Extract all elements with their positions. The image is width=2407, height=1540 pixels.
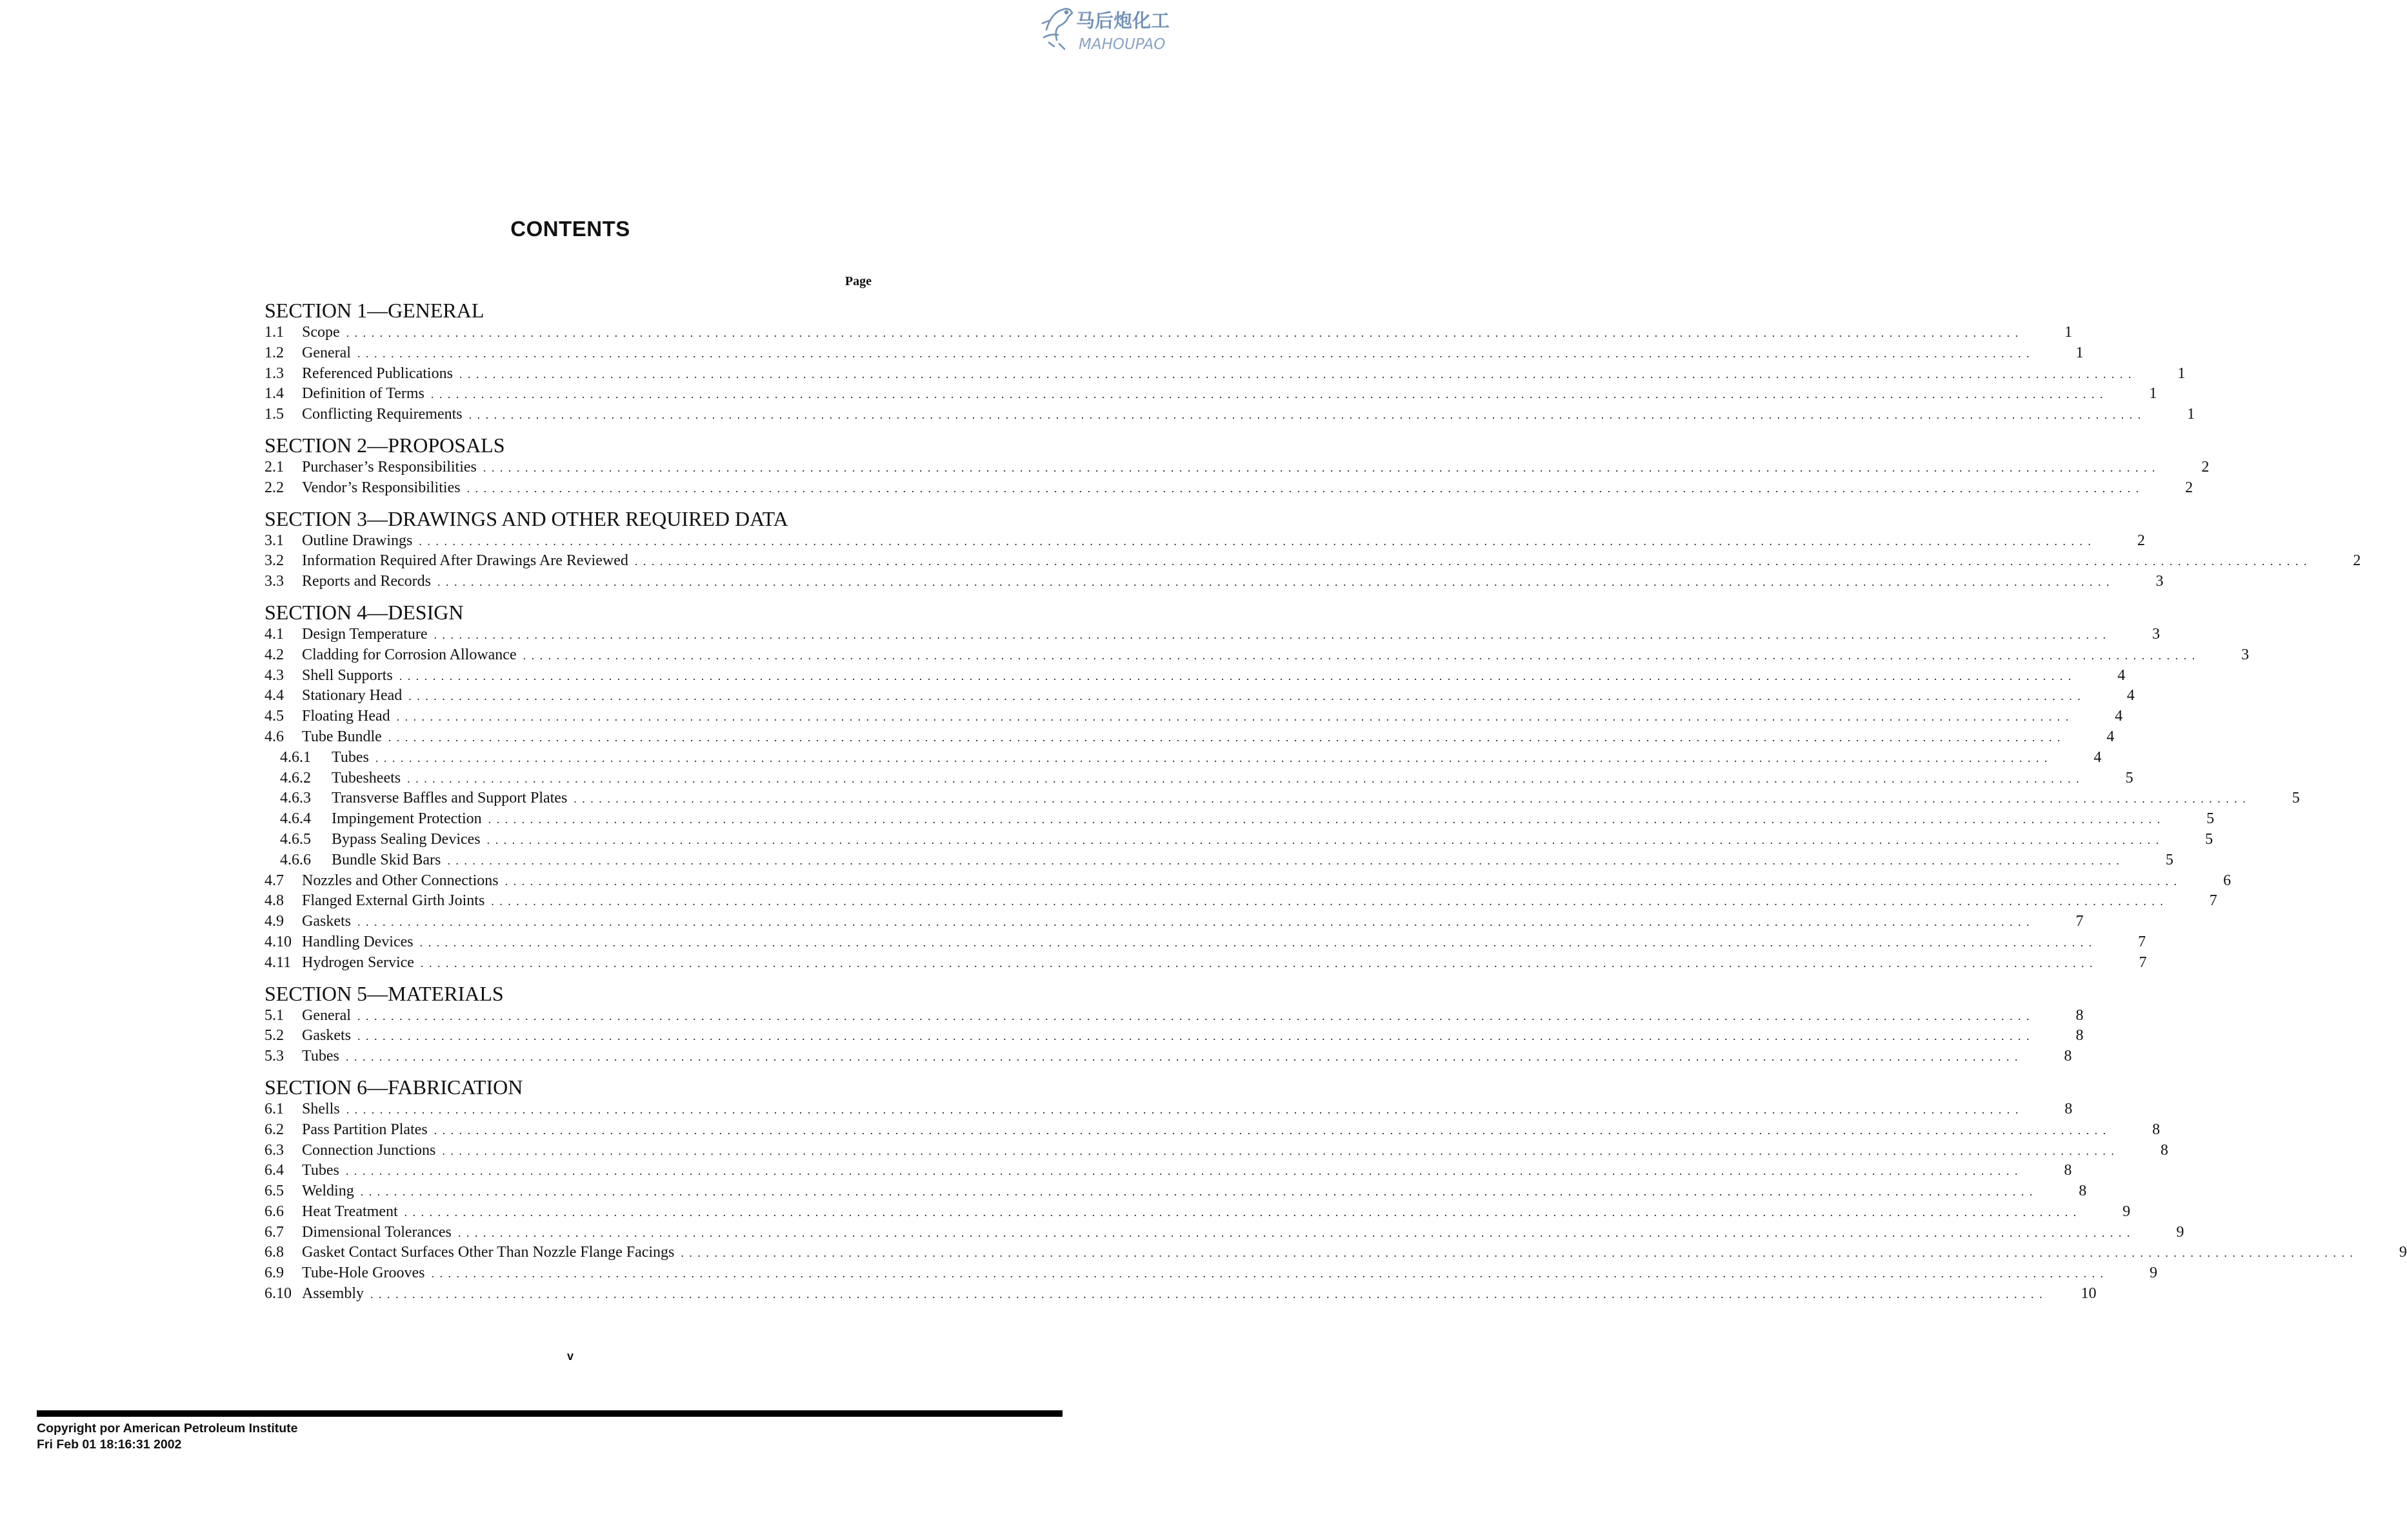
entry-number: 3.3 xyxy=(265,573,284,590)
toc-section xyxy=(265,600,2300,974)
dot-leader: . . . . . . . . . . . . . . . . . . . . . . . . . . . . . . . . . . . . . . . . . . . . . . . . . . . . . . . . . . . . . . . . . . . . . . . . . . . . . . . . . . . . . . . . . . . . . . . . . . . . . . . . . . . . . . . . . . . . . . . . . . . . . . . . . . . . . . . . . . . . . . . . . . . . . . . . . . . . . . . . . . . . . . . . . . . . . . . . . . . . . . . . . . . . . . . . . . . . . . . . xyxy=(681,1246,2354,1260)
entry-title: Stationary Head xyxy=(302,687,403,705)
entry-page: 8 xyxy=(2075,1027,2084,1045)
toc-entry[interactable] xyxy=(265,706,2123,727)
section-heading: SECTION 2—PROPOSALS xyxy=(265,433,505,457)
toc-section xyxy=(265,433,2210,499)
entry-page: 3 xyxy=(2152,625,2160,643)
entry-title: Bundle Skid Bars xyxy=(332,851,441,868)
entry-page: 5 xyxy=(2292,790,2300,807)
toc-entry[interactable] xyxy=(265,551,2361,572)
toc-entry[interactable] xyxy=(265,850,2173,871)
entry-number: 4.1 xyxy=(265,625,284,643)
toc-entry[interactable] xyxy=(265,323,2073,343)
entry-page: 4 xyxy=(2106,728,2115,745)
entry-number: 4.10 xyxy=(265,933,292,950)
toc-entry[interactable] xyxy=(265,405,2195,425)
dot-leader: . . . . . . . . . . . . . . . . . . . . . . . . . . . . . . . . . . . . . . . . . . . . . . . . . . . . . . . . . . . . . . . . . . . . . . . . . . . . . . . . . . . . . . . . . . . . . . . . . . . . . . . . . . . . . . . . . . . . . . . . . . . . . . . . . . . . . . . . . . . . . . . . . . . . . . . . . . . . . . . . . . . . . . . . . . . . . . . . . . . . . . . . . . . . . . . . . . . . . . . . xyxy=(346,1103,2020,1116)
entry-number: 2.2 xyxy=(265,479,284,496)
entry-title: Cladding for Corrosion Allowance xyxy=(302,646,517,663)
entry-page: 9 xyxy=(2176,1223,2184,1241)
toc-section xyxy=(265,506,2361,592)
entry-page: 1 xyxy=(2177,365,2186,382)
entry-number: 1.5 xyxy=(265,406,284,423)
entry-title: Bypass Sealing Devices xyxy=(332,830,481,848)
entry-number: 4.6.2 xyxy=(280,769,311,786)
dot-leader: . . . . . . . . . . . . . . . . . . . . . . . . . . . . . . . . . . . . . . . . . . . . . . . . . . . . . . . . . . . . . . . . . . . . . . . . . . . . . . . . . . . . . . . . . . . . . . . . . . . . . . . . . . . . . . . . . . . . . . . . . . . . . . . . . . . . . . . . . . . . . . . . . . . . . . . . . . . . . . . . . . . . . . . . . . . . . . . . . . . . . . . . . . . . . . . . . . . . . . . . xyxy=(357,1030,2031,1043)
entry-number: 6.7 xyxy=(265,1223,284,1241)
toc-entry[interactable] xyxy=(265,1046,2072,1067)
dot-leader: . . . . . . . . . . . . . . . . . . . . . . . . . . . . . . . . . . . . . . . . . . . . . . . . . . . . . . . . . . . . . . . . . . . . . . . . . . . . . . . . . . . . . . . . . . . . . . . . . . . . . . . . . . . . . . . . . . . . . . . . . . . . . . . . . . . . . . . . . . . . . . . . . . . . . . . . . . . . . . . . . . . . . . . . . . . . . . . . . . . . . . . . . . . . . . . . . . . . . . . . xyxy=(407,772,2081,785)
toc-entry[interactable] xyxy=(265,364,2186,385)
entry-page: 10 xyxy=(2081,1285,2097,1303)
toc-entry[interactable] xyxy=(265,1006,2084,1026)
entry-title: Tubes xyxy=(332,748,369,766)
dot-leader: . . . . . . . . . . . . . . . . . . . . . . . . . . . . . . . . . . . . . . . . . . . . . . . . . . . . . . . . . . . . . . . . . . . . . . . . . . . . . . . . . . . . . . . . . . . . . . . . . . . . . . . . . . . . . . . . . . . . . . . . . . . . . . . . . . . . . . . . . . . . . . . . . . . . . . . . . . . . . . . . . . . . . . . . . . . . . . . . . . . . . . . . . . . . . . . . . . . . . . . . xyxy=(345,1050,2019,1064)
toc-entry[interactable] xyxy=(265,478,2193,499)
dot-leader: . . . . . . . . . . . . . . . . . . . . . . . . . . . . . . . . . . . . . . . . . . . . . . . . . . . . . . . . . . . . . . . . . . . . . . . . . . . . . . . . . . . . . . . . . . . . . . . . . . . . . . . . . . . . . . . . . . . . . . . . . . . . . . . . . . . . . . . . . . . . . . . . . . . . . . . . . . . . . . . . . . . . . . . . . . . . . . . . . . . . . . . . . . . . . . . . . . . . . . . . xyxy=(434,1123,2108,1137)
toc-section xyxy=(265,298,2195,425)
entry-page: 3 xyxy=(2241,646,2250,663)
entry-page: 4 xyxy=(2093,748,2102,766)
entry-title: Connection Junctions xyxy=(302,1141,436,1159)
toc-entry[interactable] xyxy=(265,384,2157,405)
entry-number: 6.8 xyxy=(265,1244,284,1261)
entry-title: Conflicting Requirements xyxy=(302,406,463,423)
section-heading: SECTION 4—DESIGN xyxy=(265,600,464,624)
svg-text:MAHOUPAO: MAHOUPAO xyxy=(1079,36,1166,53)
entry-number: 4.6.6 xyxy=(280,851,311,868)
entry-number: 4.6.3 xyxy=(280,790,311,807)
entry-title: Gaskets xyxy=(302,1027,351,1045)
section-heading: SECTION 5—MATERIALS xyxy=(265,981,504,1005)
dot-leader: . . . . . . . . . . . . . . . . . . . . . . . . . . . . . . . . . . . . . . . . . . . . . . . . . . . . . . . . . . . . . . . . . . . . . . . . . . . . . . . . . . . . . . . . . . . . . . . . . . . . . . . . . . . . . . . . . . . . . . . . . . . . . . . . . . . . . . . . . . . . . . . . . . . . . . . . . . . . . . . . . . . . . . . . . . . . . . . . . . . . . . . . . . . . . . . . . . . . . . . . xyxy=(357,1009,2031,1023)
footer-timestamp: Fri Feb 01 18:16:31 2002 xyxy=(37,1437,182,1452)
toc-entry[interactable] xyxy=(265,953,2147,974)
toc-entry[interactable] xyxy=(265,1223,2184,1243)
toc-entry[interactable] xyxy=(265,666,2126,686)
dot-leader: . . . . . . . . . . . . . . . . . . . . . . . . . . . . . . . . . . . . . . . . . . . . . . . . . . . . . . . . . . . . . . . . . . . . . . . . . . . . . . . . . . . . . . . . . . . . . . . . . . . . . . . . . . . . . . . . . . . . . . . . . . . . . . . . . . . . . . . . . . . . . . . . . . . . . . . . . . . . . . . . . . . . . . . . . . . . . . . . . . . . . . . . . . . . . . . . . . . . . . . . xyxy=(488,813,2162,826)
dot-leader: . . . . . . . . . . . . . . . . . . . . . . . . . . . . . . . . . . . . . . . . . . . . . . . . . . . . . . . . . . . . . . . . . . . . . . . . . . . . . . . . . . . . . . . . . . . . . . . . . . . . . . . . . . . . . . . . . . . . . . . . . . . . . . . . . . . . . . . . . . . . . . . . . . . . . . . . . . . . . . . . . . . . . . . . . . . . . . . . . . . . . . . . . . . . . . . . . . . . . . . . xyxy=(431,1267,2104,1281)
entry-number: 6.2 xyxy=(265,1121,284,1138)
dot-leader: . . . . . . . . . . . . . . . . . . . . . . . . . . . . . . . . . . . . . . . . . . . . . . . . . . . . . . . . . . . . . . . . . . . . . . . . . . . . . . . . . . . . . . . . . . . . . . . . . . . . . . . . . . . . . . . . . . . . . . . . . . . . . . . . . . . . . . . . . . . . . . . . . . . . . . . . . . . . . . . . . . . . . . . . . . . . . . . . . . . . . . . . . . . . . . . . . . . . . . . . xyxy=(404,1205,2078,1219)
entry-title: Shell Supports xyxy=(302,666,393,684)
section-heading: SECTION 6—FABRICATION xyxy=(265,1075,523,1099)
entry-number: 3.2 xyxy=(265,552,284,570)
entry-title: Tubesheets xyxy=(332,769,401,786)
toc-entry[interactable] xyxy=(265,1026,2084,1046)
dot-leader: . . . . . . . . . . . . . . . . . . . . . . . . . . . . . . . . . . . . . . . . . . . . . . . . . . . . . . . . . . . . . . . . . . . . . . . . . . . . . . . . . . . . . . . . . . . . . . . . . . . . . . . . . . . . . . . . . . . . . . . . . . . . . . . . . . . . . . . . . . . . . . . . . . . . . . . . . . . . . . . . . . . . . . . . . . . . . . . . . . . . . . . . . . . . . . . . . . . . . . . . xyxy=(457,1226,2132,1239)
toc-entry[interactable] xyxy=(265,572,2164,592)
dot-leader: . . . . . . . . . . . . . . . . . . . . . . . . . . . . . . . . . . . . . . . . . . . . . . . . . . . . . . . . . . . . . . . . . . . . . . . . . . . . . . . . . . . . . . . . . . . . . . . . . . . . . . . . . . . . . . . . . . . . . . . . . . . . . . . . . . . . . . . . . . . . . . . . . . . . . . . . . . . . . . . . . . . . . . . . . . . . . . . . . . . . . . . . . . . . . . . . . . . . . . . . xyxy=(357,915,2031,929)
entry-number: 4.6.4 xyxy=(280,810,311,828)
entry-title: Reports and Records xyxy=(302,573,431,590)
dot-leader: . . . . . . . . . . . . . . . . . . . . . . . . . . . . . . . . . . . . . . . . . . . . . . . . . . . . . . . . . . . . . . . . . . . . . . . . . . . . . . . . . . . . . . . . . . . . . . . . . . . . . . . . . . . . . . . . . . . . . . . . . . . . . . . . . . . . . . . . . . . . . . . . . . . . . . . . . . . . . . . . . . . . . . . . . . . . . . . . . . . . . . . . . . . . . . . . . . . . . . . . xyxy=(399,669,2073,683)
dot-leader: . . . . . . . . . . . . . . . . . . . . . . . . . . . . . . . . . . . . . . . . . . . . . . . . . . . . . . . . . . . . . . . . . . . . . . . . . . . . . . . . . . . . . . . . . . . . . . . . . . . . . . . . . . . . . . . . . . . . . . . . . . . . . . . . . . . . . . . . . . . . . . . . . . . . . . . . . . . . . . . . . . . . . . . . . . . . . . . . . . . . . . . . . . . . . . . . . . . . . . . . xyxy=(370,1288,2044,1301)
toc-entry[interactable] xyxy=(265,625,2160,645)
entry-page: 3 xyxy=(2155,573,2164,590)
entry-page: 6 xyxy=(2223,872,2232,889)
entry-page: 2 xyxy=(2137,532,2145,549)
dot-leader: . . . . . . . . . . . . . . . . . . . . . . . . . . . . . . . . . . . . . . . . . . . . . . . . . . . . . . . . . . . . . . . . . . . . . . . . . . . . . . . . . . . . . . . . . . . . . . . . . . . . . . . . . . . . . . . . . . . . . . . . . . . . . . . . . . . . . . . . . . . . . . . . . . . . . . . . . . . . . . . . . . . . . . . . . . . . . . . . . . . . . . . . . . . . . . . . . . . . . . . . xyxy=(388,730,2062,744)
entry-number: 2.1 xyxy=(265,458,284,475)
entry-title: Heat Treatment xyxy=(302,1203,398,1220)
entry-title: Shells xyxy=(302,1100,340,1117)
dot-leader: . . . . . . . . . . . . . . . . . . . . . . . . . . . . . . . . . . . . . . . . . . . . . . . . . . . . . . . . . . . . . . . . . . . . . . . . . . . . . . . . . . . . . . . . . . . . . . . . . . . . . . . . . . . . . . . . . . . . . . . . . . . . . . . . . . . . . . . . . . . . . . . . . . . . . . . . . . . . . . . . . . . . . . . . . . . . . . . . . . . . . . . . . . . . . . . . . . . . . . . . xyxy=(468,408,2142,422)
entry-number: 4.8 xyxy=(265,892,284,910)
dot-leader: . . . . . . . . . . . . . . . . . . . . . . . . . . . . . . . . . . . . . . . . . . . . . . . . . . . . . . . . . . . . . . . . . . . . . . . . . . . . . . . . . . . . . . . . . . . . . . . . . . . . . . . . . . . . . . . . . . . . . . . . . . . . . . . . . . . . . . . . . . . . . . . . . . . . . . . . . . . . . . . . . . . . . . . . . . . . . . . . . . . . . . . . . . . . . . . . . . . . . . . . xyxy=(437,575,2111,589)
entry-title: Handling Devices xyxy=(302,933,414,950)
entry-title: Welding xyxy=(302,1183,354,1200)
toc-entry[interactable] xyxy=(265,809,2215,830)
footer xyxy=(37,1421,298,1453)
toc-entry[interactable] xyxy=(265,891,2217,912)
dot-leader: . . . . . . . . . . . . . . . . . . . . . . . . . . . . . . . . . . . . . . . . . . . . . . . . . . . . . . . . . . . . . . . . . . . . . . . . . . . . . . . . . . . . . . . . . . . . . . . . . . . . . . . . . . . . . . . . . . . . . . . . . . . . . . . . . . . . . . . . . . . . . . . . . . . . . . . . . . . . . . . . . . . . . . . . . . . . . . . . . . . . . . . . . . . . . . . . . . . . . . . . xyxy=(375,751,2049,765)
entry-page: 8 xyxy=(2064,1048,2072,1065)
page-title: CONTENTS xyxy=(510,217,630,241)
entry-number: 1.4 xyxy=(265,385,284,403)
toc-section xyxy=(265,981,2084,1067)
entry-page: 7 xyxy=(2138,933,2146,950)
entry-number: 4.7 xyxy=(265,872,284,889)
entry-title: Referenced Publications xyxy=(302,365,453,382)
dot-leader: . . . . . . . . . . . . . . . . . . . . . . . . . . . . . . . . . . . . . . . . . . . . . . . . . . . . . . . . . . . . . . . . . . . . . . . . . . . . . . . . . . . . . . . . . . . . . . . . . . . . . . . . . . . . . . . . . . . . . . . . . . . . . . . . . . . . . . . . . . . . . . . . . . . . . . . . . . . . . . . . . . . . . . . . . . . . . . . . . . . . . . . . . . . . . . . . . . . . . . . . xyxy=(634,555,2308,568)
entry-title: Floating Head xyxy=(302,708,390,725)
entry-number: 1.2 xyxy=(265,344,284,361)
dot-leader: . . . . . . . . . . . . . . . . . . . . . . . . . . . . . . . . . . . . . . . . . . . . . . . . . . . . . . . . . . . . . . . . . . . . . . . . . . . . . . . . . . . . . . . . . . . . . . . . . . . . . . . . . . . . . . . . . . . . . . . . . . . . . . . . . . . . . . . . . . . . . . . . . . . . . . . . . . . . . . . . . . . . . . . . . . . . . . . . . . . . . . . . . . . . . . . . . . . . . . . . xyxy=(430,388,2104,401)
toc-entry[interactable] xyxy=(265,788,2300,809)
entry-title: Tubes xyxy=(302,1162,339,1179)
dot-leader: . . . . . . . . . . . . . . . . . . . . . . . . . . . . . . . . . . . . . . . . . . . . . . . . . . . . . . . . . . . . . . . . . . . . . . . . . . . . . . . . . . . . . . . . . . . . . . . . . . . . . . . . . . . . . . . . . . . . . . . . . . . . . . . . . . . . . . . . . . . . . . . . . . . . . . . . . . . . . . . . . . . . . . . . . . . . . . . . . . . . . . . . . . . . . . . . . . . . . . . . xyxy=(574,792,2247,806)
toc-entry[interactable] xyxy=(265,932,2146,953)
toc-entry[interactable] xyxy=(265,1284,2097,1305)
entry-page: 8 xyxy=(2064,1100,2073,1117)
entry-title: Tubes xyxy=(302,1048,339,1065)
toc-entry[interactable] xyxy=(265,1263,2157,1284)
table-of-contents xyxy=(265,271,2407,1312)
dot-leader: . . . . . . . . . . . . . . . . . . . . . . . . . . . . . . . . . . . . . . . . . . . . . . . . . . . . . . . . . . . . . . . . . . . . . . . . . . . . . . . . . . . . . . . . . . . . . . . . . . . . . . . . . . . . . . . . . . . . . . . . . . . . . . . . . . . . . . . . . . . . . . . . . . . . . . . . . . . . . . . . . . . . . . . . . . . . . . . . . . . . . . . . . . . . . . . . . . . . . . . . xyxy=(434,628,2107,641)
entry-page: 7 xyxy=(2209,892,2217,910)
horse-logo-icon xyxy=(1040,4,1187,53)
entry-number: 3.1 xyxy=(265,532,284,549)
entry-title: Information Required After Drawings Are Reviewed xyxy=(302,552,628,570)
dot-leader: . . . . . . . . . . . . . . . . . . . . . . . . . . . . . . . . . . . . . . . . . . . . . . . . . . . . . . . . . . . . . . . . . . . . . . . . . . . . . . . . . . . . . . . . . . . . . . . . . . . . . . . . . . . . . . . . . . . . . . . . . . . . . . . . . . . . . . . . . . . . . . . . . . . . . . . . . . . . . . . . . . . . . . . . . . . . . . . . . . . . . . . . . . . . . . . . . . . . . . . . xyxy=(419,534,2092,548)
entry-title: Pass Partition Plates xyxy=(302,1121,428,1138)
dot-leader: . . . . . . . . . . . . . . . . . . . . . . . . . . . . . . . . . . . . . . . . . . . . . . . . . . . . . . . . . . . . . . . . . . . . . . . . . . . . . . . . . . . . . . . . . . . . . . . . . . . . . . . . . . . . . . . . . . . . . . . . . . . . . . . . . . . . . . . . . . . . . . . . . . . . . . . . . . . . . . . . . . . . . . . . . . . . . . . . . . . . . . . . . . . . . . . . . . . . . . . . xyxy=(420,956,2094,970)
toc-entry[interactable] xyxy=(265,748,2102,768)
entry-title: Tube Bundle xyxy=(302,728,382,745)
entry-title: Design Temperature xyxy=(302,625,428,643)
entry-number: 4.4 xyxy=(265,687,284,705)
entry-page: 5 xyxy=(2165,851,2173,868)
entry-number: 5.3 xyxy=(265,1048,284,1065)
entry-title: Gasket Contact Surfaces Other Than Nozzle Flange Facings xyxy=(302,1244,675,1261)
section-heading: SECTION 3—DRAWINGS AND OTHER REQUIRED DATA xyxy=(265,506,788,530)
entry-page: 5 xyxy=(2205,830,2213,848)
entry-number: 4.11 xyxy=(265,954,292,971)
entry-number: 5.1 xyxy=(265,1006,284,1024)
svg-text:马后炮化工: 马后炮化工 xyxy=(1076,10,1170,32)
toc-section xyxy=(265,1075,2407,1305)
entry-title: Gaskets xyxy=(302,913,351,930)
entry-number: 1.3 xyxy=(265,365,284,382)
toc-entry[interactable] xyxy=(265,645,2250,666)
entry-page: 2 xyxy=(2201,458,2210,475)
toc-entry[interactable] xyxy=(265,1161,2072,1181)
entry-page: 4 xyxy=(2117,666,2126,684)
entry-number: 6.6 xyxy=(265,1203,284,1220)
footer-rule xyxy=(37,1410,1063,1417)
entry-number: 5.2 xyxy=(265,1027,284,1045)
entry-page: 8 xyxy=(2064,1162,2072,1179)
toc-entry[interactable] xyxy=(265,912,2084,932)
section-heading: SECTION 1—GENERAL xyxy=(265,299,484,322)
entry-number: 4.5 xyxy=(265,708,284,725)
toc-entry[interactable] xyxy=(265,531,2145,552)
dot-leader: . . . . . . . . . . . . . . . . . . . . . . . . . . . . . . . . . . . . . . . . . . . . . . . . . . . . . . . . . . . . . . . . . . . . . . . . . . . . . . . . . . . . . . . . . . . . . . . . . . . . . . . . . . . . . . . . . . . . . . . . . . . . . . . . . . . . . . . . . . . . . . . . . . . . . . . . . . . . . . . . . . . . . . . . . . . . . . . . . . . . . . . . . . . . . . . . . . . . . . . . xyxy=(447,854,2121,867)
entry-number: 4.3 xyxy=(265,666,284,684)
toc-entry[interactable] xyxy=(265,1099,2073,1120)
entry-number: 4.2 xyxy=(265,646,284,663)
entry-title: General xyxy=(302,1006,351,1024)
entry-page: 1 xyxy=(2064,324,2073,341)
dot-leader: . . . . . . . . . . . . . . . . . . . . . . . . . . . . . . . . . . . . . . . . . . . . . . . . . . . . . . . . . . . . . . . . . . . . . . . . . . . . . . . . . . . . . . . . . . . . . . . . . . . . . . . . . . . . . . . . . . . . . . . . . . . . . . . . . . . . . . . . . . . . . . . . . . . . . . . . . . . . . . . . . . . . . . . . . . . . . . . . . . . . . . . . . . . . . . . . . . . . . . . . xyxy=(346,326,2020,339)
entry-page: 8 xyxy=(2152,1121,2161,1138)
entry-title: Scope xyxy=(302,324,340,341)
dot-leader: . . . . . . . . . . . . . . . . . . . . . . . . . . . . . . . . . . . . . . . . . . . . . . . . . . . . . . . . . . . . . . . . . . . . . . . . . . . . . . . . . . . . . . . . . . . . . . . . . . . . . . . . . . . . . . . . . . . . . . . . . . . . . . . . . . . . . . . . . . . . . . . . . . . . . . . . . . . . . . . . . . . . . . . . . . . . . . . . . . . . . . . . . . . . . . . . . . . . . . . . xyxy=(483,461,2157,474)
entry-title: Hydrogen Service xyxy=(302,954,414,971)
entry-number: 6.4 xyxy=(265,1162,284,1179)
dot-leader: . . . . . . . . . . . . . . . . . . . . . . . . . . . . . . . . . . . . . . . . . . . . . . . . . . . . . . . . . . . . . . . . . . . . . . . . . . . . . . . . . . . . . . . . . . . . . . . . . . . . . . . . . . . . . . . . . . . . . . . . . . . . . . . . . . . . . . . . . . . . . . . . . . . . . . . . . . . . . . . . . . . . . . . . . . . . . . . . . . . . . . . . . . . . . . . . . . . . . . . . xyxy=(491,895,2164,908)
entry-number: 6.9 xyxy=(265,1265,284,1282)
toc-entry[interactable] xyxy=(265,1243,2407,1263)
dot-leader: . . . . . . . . . . . . . . . . . . . . . . . . . . . . . . . . . . . . . . . . . . . . . . . . . . . . . . . . . . . . . . . . . . . . . . . . . . . . . . . . . . . . . . . . . . . . . . . . . . . . . . . . . . . . . . . . . . . . . . . . . . . . . . . . . . . . . . . . . . . . . . . . . . . . . . . . . . . . . . . . . . . . . . . . . . . . . . . . . . . . . . . . . . . . . . . . . . . . . . . . xyxy=(466,481,2141,495)
toc-entry[interactable] xyxy=(265,871,2232,892)
entry-title: Purchaser’s Responsibilities xyxy=(302,458,477,475)
watermark-logo xyxy=(1040,4,1187,53)
toc-entry[interactable] xyxy=(265,457,2210,478)
footer-copyright: Copyright por American Petroleum Institute xyxy=(37,1421,298,1435)
toc-entry[interactable] xyxy=(265,686,2135,706)
dot-leader: . . . . . . . . . . . . . . . . . . . . . . . . . . . . . . . . . . . . . . . . . . . . . . . . . . . . . . . . . . . . . . . . . . . . . . . . . . . . . . . . . . . . . . . . . . . . . . . . . . . . . . . . . . . . . . . . . . . . . . . . . . . . . . . . . . . . . . . . . . . . . . . . . . . . . . . . . . . . . . . . . . . . . . . . . . . . . . . . . . . . . . . . . . . . . . . . . . . . . . . . xyxy=(357,346,2031,360)
dot-leader: . . . . . . . . . . . . . . . . . . . . . . . . . . . . . . . . . . . . . . . . . . . . . . . . . . . . . . . . . . . . . . . . . . . . . . . . . . . . . . . . . . . . . . . . . . . . . . . . . . . . . . . . . . . . . . . . . . . . . . . . . . . . . . . . . . . . . . . . . . . . . . . . . . . . . . . . . . . . . . . . . . . . . . . . . . . . . . . . . . . . . . . . . . . . . . . . . . . . . . . . xyxy=(504,874,2179,888)
entry-number: 6.10 xyxy=(265,1285,292,1303)
entry-page: 7 xyxy=(2075,913,2084,930)
entry-title: Dimensional Tolerances xyxy=(302,1223,452,1241)
toc-entry[interactable] xyxy=(265,830,2213,850)
entry-page: 5 xyxy=(2206,810,2215,828)
entry-title: Transverse Baffles and Support Plates xyxy=(332,790,568,807)
dot-leader: . . . . . . . . . . . . . . . . . . . . . . . . . . . . . . . . . . . . . . . . . . . . . . . . . . . . . . . . . . . . . . . . . . . . . . . . . . . . . . . . . . . . . . . . . . . . . . . . . . . . . . . . . . . . . . . . . . . . . . . . . . . . . . . . . . . . . . . . . . . . . . . . . . . . . . . . . . . . . . . . . . . . . . . . . . . . . . . . . . . . . . . . . . . . . . . . . . . . . . . . xyxy=(408,690,2082,703)
entry-title: Nozzles and Other Connections xyxy=(302,872,499,889)
toc-entry[interactable] xyxy=(265,1141,2168,1161)
entry-title: Outline Drawings xyxy=(302,532,413,549)
dot-leader: . . . . . . . . . . . . . . . . . . . . . . . . . . . . . . . . . . . . . . . . . . . . . . . . . . . . . . . . . . . . . . . . . . . . . . . . . . . . . . . . . . . . . . . . . . . . . . . . . . . . . . . . . . . . . . . . . . . . . . . . . . . . . . . . . . . . . . . . . . . . . . . . . . . . . . . . . . . . . . . . . . . . . . . . . . . . . . . . . . . . . . . . . . . . . . . . . . . . . . . . xyxy=(486,833,2161,846)
entry-number: 4.6 xyxy=(265,728,284,745)
toc-sections xyxy=(265,298,2407,1305)
entry-page: 4 xyxy=(2126,687,2135,705)
dot-leader: . . . . . . . . . . . . . . . . . . . . . . . . . . . . . . . . . . . . . . . . . . . . . . . . . . . . . . . . . . . . . . . . . . . . . . . . . . . . . . . . . . . . . . . . . . . . . . . . . . . . . . . . . . . . . . . . . . . . . . . . . . . . . . . . . . . . . . . . . . . . . . . . . . . . . . . . . . . . . . . . . . . . . . . . . . . . . . . . . . . . . . . . . . . . . . . . . . . . . . . . xyxy=(360,1185,2034,1199)
entry-page: 8 xyxy=(2160,1141,2168,1159)
entry-page: 9 xyxy=(2122,1203,2131,1220)
entry-page: 5 xyxy=(2125,769,2133,786)
entry-page: 9 xyxy=(2149,1265,2157,1282)
entry-number: 4.6.5 xyxy=(280,830,311,848)
toc-entry[interactable] xyxy=(265,727,2115,748)
entry-number: 6.5 xyxy=(265,1183,284,1200)
entry-title: Impingement Protection xyxy=(332,810,482,828)
entry-page: 2 xyxy=(2353,552,2361,570)
toc-entry[interactable] xyxy=(265,1202,2131,1223)
entry-page: 1 xyxy=(2149,385,2157,403)
page-column-label: Page xyxy=(844,274,872,288)
entry-title: Vendor’s Responsibilities xyxy=(302,479,461,496)
dot-leader: . . . . . . . . . . . . . . . . . . . . . . . . . . . . . . . . . . . . . . . . . . . . . . . . . . . . . . . . . . . . . . . . . . . . . . . . . . . . . . . . . . . . . . . . . . . . . . . . . . . . . . . . . . . . . . . . . . . . . . . . . . . . . . . . . . . . . . . . . . . . . . . . . . . . . . . . . . . . . . . . . . . . . . . . . . . . . . . . . . . . . . . . . . . . . . . . . . . . . . . . xyxy=(442,1144,2115,1157)
entry-page: 1 xyxy=(2075,344,2084,361)
toc-entry[interactable] xyxy=(265,1120,2161,1141)
page-number: v xyxy=(566,1350,574,1363)
entry-title: Flanged External Girth Joints xyxy=(302,892,485,910)
entry-number: 6.3 xyxy=(265,1141,284,1159)
entry-page: 2 xyxy=(2185,479,2193,496)
entry-page: 1 xyxy=(2187,406,2195,423)
dot-leader: . . . . . . . . . . . . . . . . . . . . . . . . . . . . . . . . . . . . . . . . . . . . . . . . . . . . . . . . . . . . . . . . . . . . . . . . . . . . . . . . . . . . . . . . . . . . . . . . . . . . . . . . . . . . . . . . . . . . . . . . . . . . . . . . . . . . . . . . . . . . . . . . . . . . . . . . . . . . . . . . . . . . . . . . . . . . . . . . . . . . . . . . . . . . . . . . . . . . . . . . xyxy=(459,367,2133,381)
entry-title: Assembly xyxy=(302,1285,364,1303)
entry-number: 4.9 xyxy=(265,913,284,930)
entry-page: 8 xyxy=(2075,1006,2084,1024)
toc-entry[interactable] xyxy=(265,343,2084,364)
entry-page: 4 xyxy=(2115,708,2123,725)
dot-leader: . . . . . . . . . . . . . . . . . . . . . . . . . . . . . . . . . . . . . . . . . . . . . . . . . . . . . . . . . . . . . . . . . . . . . . . . . . . . . . . . . . . . . . . . . . . . . . . . . . . . . . . . . . . . . . . . . . . . . . . . . . . . . . . . . . . . . . . . . . . . . . . . . . . . . . . . . . . . . . . . . . . . . . . . . . . . . . . . . . . . . . . . . . . . . . . . . . . . . . . . xyxy=(523,648,2197,662)
dot-leader: . . . . . . . . . . . . . . . . . . . . . . . . . . . . . . . . . . . . . . . . . . . . . . . . . . . . . . . . . . . . . . . . . . . . . . . . . . . . . . . . . . . . . . . . . . . . . . . . . . . . . . . . . . . . . . . . . . . . . . . . . . . . . . . . . . . . . . . . . . . . . . . . . . . . . . . . . . . . . . . . . . . . . . . . . . . . . . . . . . . . . . . . . . . . . . . . . . . . . . . . xyxy=(345,1165,2019,1178)
dot-leader: . . . . . . . . . . . . . . . . . . . . . . . . . . . . . . . . . . . . . . . . . . . . . . . . . . . . . . . . . . . . . . . . . . . . . . . . . . . . . . . . . . . . . . . . . . . . . . . . . . . . . . . . . . . . . . . . . . . . . . . . . . . . . . . . . . . . . . . . . . . . . . . . . . . . . . . . . . . . . . . . . . . . . . . . . . . . . . . . . . . . . . . . . . . . . . . . . . . . . . . . xyxy=(419,935,2093,949)
entry-page: 8 xyxy=(2079,1183,2087,1200)
toc-entry[interactable] xyxy=(265,1181,2087,1202)
entry-title: Definition of Terms xyxy=(302,385,424,403)
entry-number: 1.1 xyxy=(265,324,284,341)
entry-title: General xyxy=(302,344,351,361)
entry-page: 9 xyxy=(2399,1244,2407,1261)
dot-leader: . . . . . . . . . . . . . . . . . . . . . . . . . . . . . . . . . . . . . . . . . . . . . . . . . . . . . . . . . . . . . . . . . . . . . . . . . . . . . . . . . . . . . . . . . . . . . . . . . . . . . . . . . . . . . . . . . . . . . . . . . . . . . . . . . . . . . . . . . . . . . . . . . . . . . . . . . . . . . . . . . . . . . . . . . . . . . . . . . . . . . . . . . . . . . . . . . . . . . . . . xyxy=(396,710,2070,724)
entry-number: 4.6.1 xyxy=(280,748,311,766)
entry-page: 7 xyxy=(2139,954,2147,971)
toc-entry[interactable] xyxy=(265,768,2133,789)
entry-title: Tube-Hole Grooves xyxy=(302,1265,425,1282)
entry-number: 6.1 xyxy=(265,1100,284,1117)
